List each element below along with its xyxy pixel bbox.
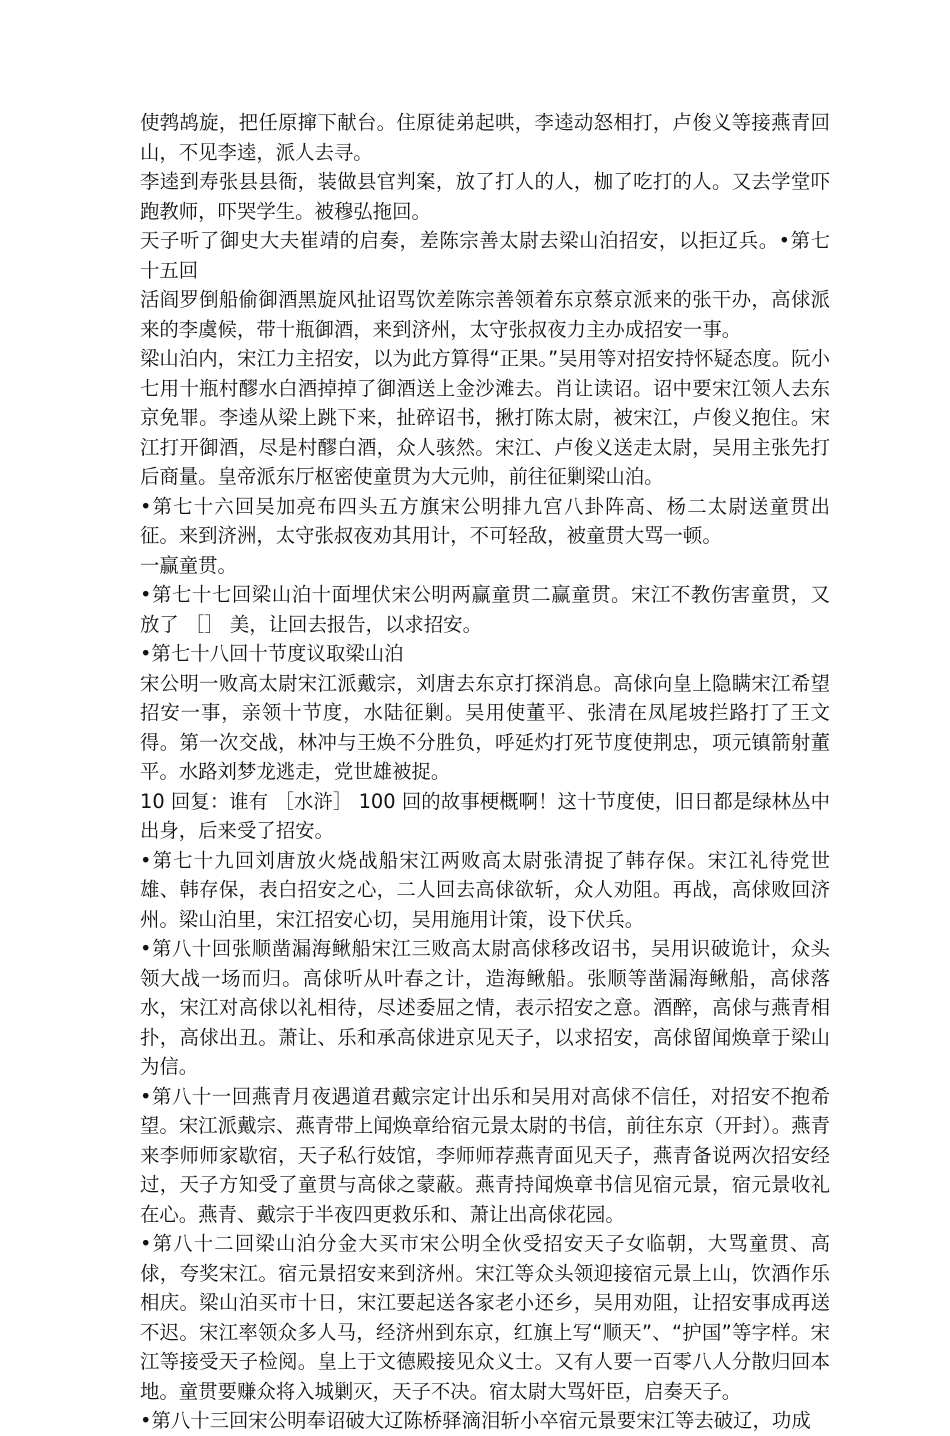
paragraph-12: •第七十九回刘唐放火烧战船宋江两败高太尉张清捉了韩存保。宋江礼待党世雄、韩存保，表白招安之心，二人回去高俅欲斩，众人劝阻。再战，高俅败回济州。梁山泊里，宋江招安心切，吴用施用计策，设下伏兵。 [140,848,830,931]
paragraph-15: •第八十二回梁山泊分金大买市宋公明全伙受招安天子女临朝，大骂童贯、高俅，夸奖宋江。宿元景招安来到济州。宋江等众头领迎接宿元景上山，饮酒作乐相庆。梁山泊买市十日，宋江要起送各家老小还乡，吴用劝阻，让招安事成再送不迟。宋江率领众多人马，经济州到东京，红旗上写“顺天”、“护国”等字样。宋江等接受天子检阅。皇上于文德殿接见众义士。又有人要一百零八人分散归回本地。童贯要赚众将入城剿灭，天子不决。宿太尉大骂奸臣，启奏天子。 [140,1232,830,1403]
paragraph-8: •第七十七回梁山泊十面埋伏宋公明两赢童贯二赢童贯。宋江不教伤害童贯，又放了 ［］ 美，让回去报告，以求招安。 [140,583,830,636]
paragraph-2: 李逵到寿张县县衙，装做县官判案，放了打人的人，枷了吃打的人。又去学堂吓跑教师，吓哭学生。被穆弘拖回。 [140,170,830,223]
paragraph-14: •第八十一回燕青月夜遇道君戴宗定计出乐和吴用对高俅不信任，对招安不抱希望。宋江派戴宗、燕青带上闻焕章给宿元景太尉的书信，前往东京（开封）。燕青来李师师家歇宿，天子私行妓馆，李师师荐燕青面见天子，燕青备说两次招安经过，天子方知受了童贯与高俅之蒙蔽。燕青持闻焕章书信见宿元景，宿元景收礼在心。燕青、戴宗于半夜四更救乐和、萧让出高俅花园。 [140,1084,830,1226]
paragraph-9: •第七十八回十节度议取梁山泊 [140,642,404,665]
paragraph-16: •第八十三回宋公明奉诏破大辽陈桥驿滴泪斩小卒宿元景要宋江等去破辽，功成 [140,1409,811,1432]
document-page [140,108,830,1436]
paragraph-5: 梁山泊内，宋江力主招安，以为此方算得“正果。”吴用等对招安持怀疑态度。阮小七用十瓶村醪水白酒掉掉了御酒送上金沙滩去。肖让读诏。诏中要宋江领人去东京免罪。李逵从梁上跳下来，扯碎诏书，揪打陈太尉，被宋江，卢俊义抱住。宋江打开御酒，尽是村醪白酒，众人骇然。宋江、卢俊义送走太尉，吴用主张先打后商量。皇帝派东厅枢密使童贯为大元帅，前往征剿梁山泊。 [140,347,830,488]
paragraph-11: 10 回复：谁有 ［水浒］ 100 回的故事梗概啊！这十节度使，旧日都是绿林丛中出身，后来受了招安。 [140,789,830,842]
paragraph-6: •第七十六回吴加亮布四头五方旗宋公明排九宫八卦阵高、杨二太尉送童贯出征。来到济洲，太守张叔夜劝其用计，不可轻敌，被童贯大骂一顿。 [140,494,830,547]
paragraph-7: 一赢童贯。 [140,553,237,577]
paragraph-4: 活阎罗倒船偷御酒黑旋风扯诏骂饮差陈宗善领着东京蔡京派来的张干办，高俅派来的李虞候，带十瓶御酒，来到济州，太守张叔夜力主办成招安一事。 [140,288,830,341]
paragraph-10: 宋公明一败高太尉宋江派戴宗，刘唐去东京打探消息。高俅向皇上隐瞒宋江希望招安一事，亲领十节度，水陆征剿。吴用使董平、张清在凤尾坡拦路打了王文得。第一次交战，林冲与王焕不分胜负，呼延灼打死节度使荆忠，项元镇箭射董平。水路刘梦龙逃走，党世雄被捉。 [140,671,830,783]
paragraph-13: •第八十回张顺凿漏海鳅船宋江三败高太尉高俅移改诏书，吴用识破诡计，众头领大战一场而归。高俅听从叶春之计，造海鳅船。张顺等凿漏海鳅船，高俅落水，宋江对高俅以礼相待，尽述委屈之情，表示招安之意。酒醉，高俅与燕青相扑，高俅出丑。萧让、乐和承高俅进京见天子，以求招安，高俅留闻焕章于梁山为信。 [140,937,830,1078]
paragraph-1: 使鹁鸪旋，把任原撺下献台。住原徒弟起哄，李逵动怒相打，卢俊义等接燕青回山，不见李逵，派人去寻。 [140,111,830,164]
paragraph-3: 天子听了御史大夫崔靖的启奏，差陈宗善太尉去梁山泊招安，以拒辽兵。•第七十五回 [140,229,830,282]
